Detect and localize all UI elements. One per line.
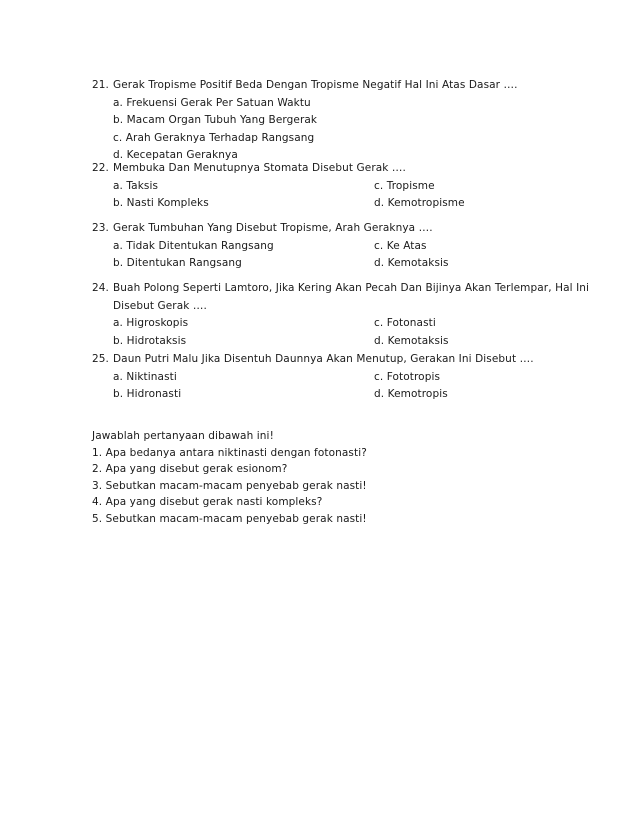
option-row (92, 130, 572, 148)
option-a: a. Higroskopis (113, 317, 189, 329)
essay-item: 5. Sebutkan macam-macam penyebab gerak nasti! (92, 512, 367, 525)
option-d: d. Kemotropisme (374, 197, 465, 209)
essay-item: 3. Sebutkan macam-macam penyebab gerak nasti! (92, 479, 367, 492)
option-d: d. Kecepatan Geraknya (113, 149, 238, 161)
option-row (92, 369, 572, 387)
option-b: b. Ditentukan Rangsang (113, 257, 242, 269)
option-a: a. Frekuensi Gerak Per Satuan Waktu (113, 96, 311, 109)
question-text: Gerak Tumbuhan Yang Disebut Tropisme, Arah Geraknya …. (113, 222, 433, 234)
option-row (92, 195, 572, 213)
question-number: 21. (92, 79, 109, 91)
question-text: Gerak Tropisme Positif Beda Dengan Tropisme Negatif Hal Ini Atas Dasar …. (113, 79, 518, 91)
question-23 (92, 220, 572, 273)
option-row (92, 386, 572, 404)
essay-item: 2. Apa yang disebut gerak esionom? (92, 463, 288, 475)
question-line (92, 351, 572, 369)
question-text: Membuka Dan Menutupnya Stomata Disebut Gerak …. (113, 162, 406, 174)
question-line (92, 280, 590, 298)
question-text: Buah Polong Seperti Lamtoro, Jika Kering Akan Pecah Dan Bijinya Akan Terlempar, Hal Ini (113, 282, 590, 294)
question-24 (92, 280, 590, 350)
question-text: Daun Putri Malu Jika Disentuh Daunnya Akan Menutup, Gerakan Ini Disebut …. (113, 353, 534, 365)
option-c: c. Fotonasti (374, 317, 436, 329)
question-line (92, 220, 572, 238)
option-a: a. Niktinasti (113, 370, 177, 383)
option-b: b. Hidronasti (113, 388, 182, 400)
option-row (92, 333, 572, 351)
option-d: d. Kemotaksis (374, 257, 449, 269)
option-row (92, 112, 572, 130)
option-a: a. Tidak Ditentukan Rangsang (113, 239, 274, 252)
question-number: 25. (92, 353, 109, 365)
question-25 (92, 351, 572, 404)
option-b: b. Macam Organ Tubuh Yang Bergerak (113, 114, 318, 126)
option-b: b. Nasti Kompleks (113, 197, 209, 209)
option-row (92, 238, 572, 256)
option-d: d. Kemotaksis (374, 334, 449, 347)
question-number: 22. (92, 162, 109, 174)
option-c: c. Fototropis (374, 370, 441, 383)
question-line (92, 77, 572, 95)
essay-instruction: Jawablah pertanyaan dibawah ini! (92, 430, 274, 442)
question-21 (92, 77, 572, 165)
question-number: 23. (92, 222, 109, 234)
essay-item: 4. Apa yang disebut gerak nasti kompleks? (92, 496, 323, 508)
essay-item: 1. Apa bedanya antara niktinasti dengan fotonasti? (92, 446, 367, 459)
question-number: 24. (92, 282, 109, 294)
option-row (92, 315, 572, 333)
option-d: d. Kemotropis (374, 388, 448, 400)
option-row (92, 95, 572, 113)
option-row (92, 178, 572, 196)
option-c: c. Tropisme (374, 179, 435, 192)
option-c: c. Ke Atas (374, 239, 427, 252)
question-text-continued: Disebut Gerak …. (113, 299, 207, 312)
option-row (92, 255, 572, 273)
question-line-continued (92, 298, 572, 316)
question-22 (92, 160, 572, 213)
essay-section (92, 428, 572, 527)
option-b: b. Hidrotaksis (113, 334, 187, 347)
option-a: a. Taksis (113, 179, 159, 192)
question-line (92, 160, 572, 178)
option-c: c. Arah Geraknya Terhadap Rangsang (113, 131, 315, 144)
